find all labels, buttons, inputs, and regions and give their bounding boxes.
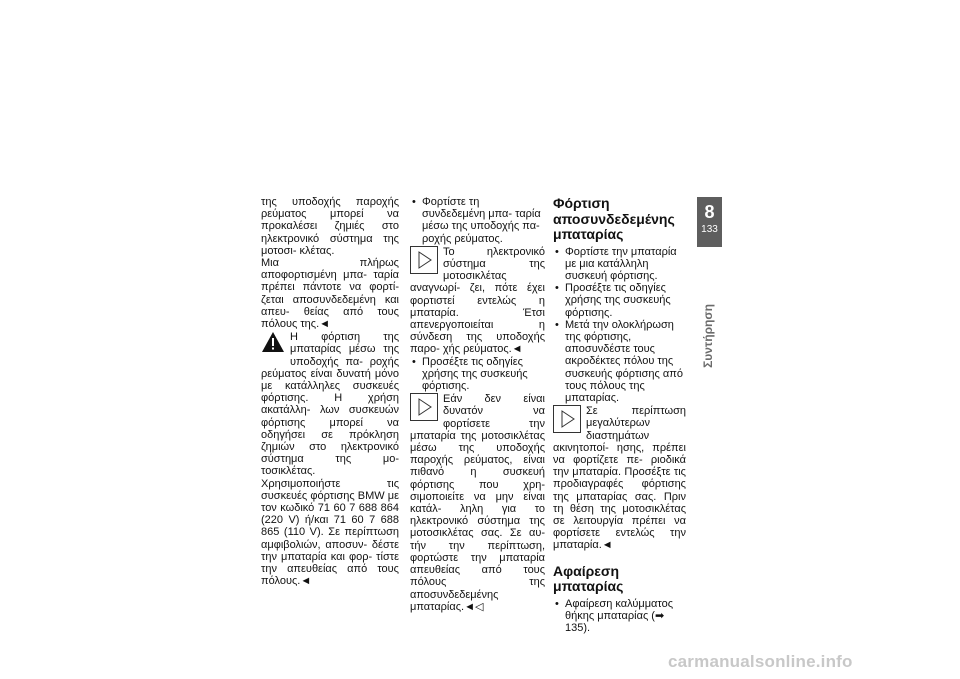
paragraph: Μια πλήρως αποφορτισμένη μπα- ταρία πρέπει πάντοτε να φορτί- ζεται αποσυνδεδεμένη και απευ- θείας από τους πόλους της.◄ <box>261 257 399 331</box>
list-item: • Φορτίστε τη συνδεδεμένη μπα- ταρία μέσω της υποδοχής πα- ροχής ρεύματος. <box>410 196 545 245</box>
list-item: • Φορτίστε την μπαταρία με μια κατάλληλη συσκευή φόρτισης. <box>553 246 686 283</box>
note-text: Το ηλεκτρονικό σύστημα της μοτοσικλέτας αναγνωρί- ζει, πότε έχει φορτιστεί εντελώς η μπαταρία. Έτσι απενεργοποιείται η σύνδεση της υποδοχής παρο- χής ρεύματος.◄ <box>410 245 545 356</box>
chapter-tab <box>697 197 722 247</box>
paragraph: Χρησιμοποιήστε τις συσκευές φόρτισης BMW με τον κωδικό 71 60 7 688 864 (220 V) ή/και 71 60 7 688 865 (110 V). Σε περίπτωση αμφιβολιών, αποσυν- δέστε την μπαταρία και φορ- τίστε την απευθείας από τους πόλους.◄ <box>261 477 399 588</box>
list-item: • Αφαίρεση καλύμματος θήκης μπαταρίας (➡ 135). <box>553 598 686 635</box>
note-text: Εάν δεν είναι δυνατόν να φορτίσετε την μπαταρία της μοτοσικλέτας μέσω της υποδοχής παροχής ρεύματος, είναι πιθανό η συσκευή φόρτισης που χρη- σιμοποιείτε να μην είναι κατάλ- ληλη για το ηλεκτρονικό σύστημα της μοτοσικλέτας σας. Σε αυ- τήν την περίπτωση, φορτώστε την μπαταρία απευθείας από τους πόλους της αποσυνδεδεμένης μπαταρίας.◄◁ <box>410 393 545 613</box>
note-text: Σε περίπτωση μεγαλύτερων διαστημάτων ακινητοποί- ησης, πρέπει να φορτίζετε πε- ριοδικά την μπαταρία. Προσέξτε τις προδιαγραφές φόρτισης της μπαταρίας σας. Πριν τη θέση της μοτοσικλέτας σε λειτουργία πρέπει να φορτίσετε εντελώς την μπαταρία.◄ <box>553 405 686 552</box>
watermark: carmanualsonline.info <box>668 652 853 671</box>
note-triangle-icon <box>410 246 438 274</box>
list-item: • Προσέξτε τις οδηγίες χρήσης της συσκευής φόρτισης. <box>553 282 686 319</box>
warning-block <box>261 331 399 477</box>
note-block <box>410 246 545 356</box>
column-1 <box>261 196 399 588</box>
note-block <box>410 393 545 613</box>
paragraph: της υποδοχής παροχής ρεύματος μπορεί να προκαλέσει ζημιές στο ηλεκτρονικό σύστημα της μοτοσι- κλέτας. <box>261 196 399 257</box>
column-3 <box>553 196 686 634</box>
section-heading: Αφαίρεση μπαταρίας <box>553 562 624 595</box>
warning-triangle-icon <box>261 331 285 356</box>
chapter-number: 8 <box>704 202 715 222</box>
note-triangle-icon <box>553 405 581 433</box>
list-item: • Προσέξτε τις οδηγίες χρήσης της συσκευής φόρτισης. <box>410 356 545 393</box>
page-number: 133 <box>701 224 718 235</box>
list-item: • Μετά την ολοκλήρωση της φόρτισης, αποσυνδέστε τους ακροδέκτες πόλου της συσκευής φόρτισης από τους πόλους της μπαταρίας. <box>553 319 686 404</box>
column-2 <box>410 196 545 613</box>
section-heading: Φόρτιση αποσυνδεδεμένης μπαταρίας <box>553 195 675 242</box>
chapter-title: Συντήρηση <box>701 304 715 368</box>
warning-text: Η φόρτιση της μπαταρίας μέσω της υποδοχής πα- ροχής ρεύματος είναι δυνατή μόνο με κατάλληλες συσκευές φόρτισης. Η χρήση ακατάλλη- λων συσκευών φόρτισης μπορεί να οδηγήσει σε πρόκληση ζημιών στο ηλεκτρονικό σύστημα της μο- τοσικλέτας. <box>261 331 399 478</box>
note-block <box>553 405 686 551</box>
note-triangle-icon <box>410 393 438 421</box>
